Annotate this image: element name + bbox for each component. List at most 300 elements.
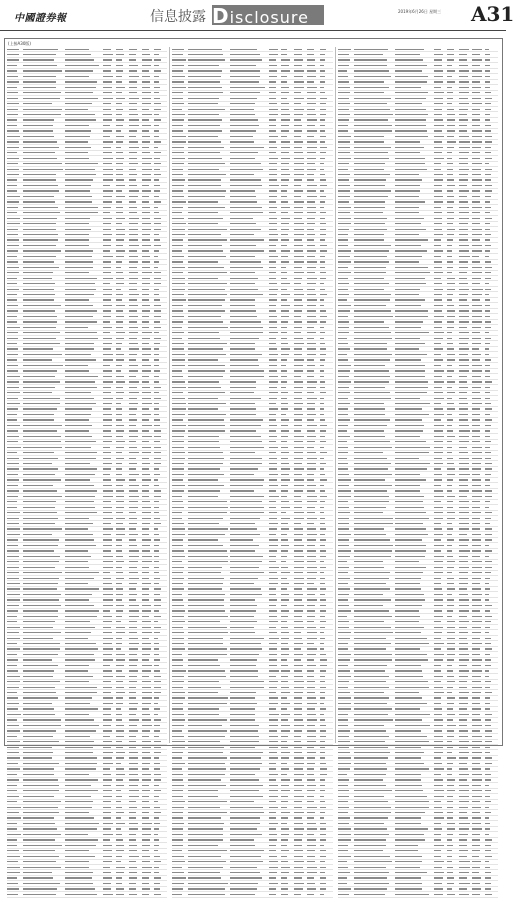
table-cell (188, 604, 230, 607)
table-cell (65, 179, 103, 182)
table-cell (320, 446, 333, 449)
illegible-text-mark (142, 632, 152, 633)
illegible-text-mark (7, 719, 17, 720)
table-cell (23, 151, 65, 154)
illegible-text-mark (142, 179, 151, 180)
table-cell (172, 751, 188, 754)
illegible-text-mark (142, 158, 152, 159)
table-cell (103, 762, 116, 765)
illegible-text-mark (23, 458, 58, 459)
table-cell (230, 713, 268, 716)
illegible-text-mark (129, 501, 138, 502)
illegible-text-mark (65, 534, 94, 535)
illegible-text-mark (129, 419, 138, 420)
illegible-text-mark (7, 567, 19, 568)
table-cell (129, 70, 142, 73)
illegible-text-mark (188, 681, 218, 682)
table-cell (172, 59, 188, 62)
table-cell (7, 473, 23, 476)
table-cell (7, 348, 23, 351)
table-cell (7, 386, 23, 389)
illegible-text-mark (269, 518, 277, 519)
illegible-text-mark (188, 92, 223, 93)
table-cell (320, 680, 333, 683)
table-cell (281, 615, 294, 618)
table-cell (116, 669, 129, 672)
table-cell (103, 375, 116, 378)
table-cell (65, 309, 103, 312)
illegible-text-mark (230, 736, 259, 737)
table-cell (320, 484, 333, 487)
table-cell (294, 517, 307, 520)
table-cell (116, 151, 129, 154)
table-cell (320, 424, 333, 427)
table-cell (269, 331, 282, 334)
illegible-text-mark (154, 763, 160, 764)
table-cell (172, 195, 188, 198)
illegible-text-mark (142, 305, 150, 306)
illegible-text-mark (154, 130, 159, 131)
illegible-text-mark (154, 141, 161, 142)
table-cell (154, 59, 167, 62)
illegible-text-mark (269, 245, 276, 246)
table-cell (188, 566, 230, 569)
table-cell (188, 348, 230, 351)
illegible-text-mark (294, 338, 303, 339)
illegible-text-mark (154, 103, 160, 104)
illegible-text-mark (129, 294, 139, 295)
table-cell (103, 566, 116, 569)
illegible-text-mark (103, 289, 112, 290)
table-cell (269, 162, 282, 165)
illegible-text-mark (116, 539, 122, 540)
illegible-text-mark (142, 856, 150, 857)
table-cell (116, 588, 129, 591)
table-column-middle (172, 47, 335, 743)
illegible-text-mark (188, 343, 227, 344)
illegible-text-mark (65, 65, 99, 66)
illegible-text-mark (294, 479, 304, 480)
table-cell (320, 48, 333, 51)
illegible-text-mark (172, 370, 182, 371)
table-cell (320, 315, 333, 318)
illegible-text-mark (129, 250, 137, 251)
illegible-text-mark (230, 779, 259, 780)
table-cell (154, 348, 167, 351)
table-cell (103, 402, 116, 405)
table-cell (23, 135, 65, 138)
illegible-text-mark (103, 343, 112, 344)
table-cell (188, 380, 230, 383)
illegible-text-mark (281, 654, 289, 655)
illegible-text-mark (281, 398, 287, 399)
table-cell (320, 708, 333, 711)
table-cell (281, 97, 294, 100)
table-cell (294, 408, 307, 411)
illegible-text-mark (103, 681, 111, 682)
illegible-text-mark (116, 468, 122, 469)
table-cell (142, 588, 155, 591)
illegible-text-mark (172, 239, 182, 240)
table-cell (188, 451, 230, 454)
illegible-text-mark (7, 512, 20, 513)
table-cell (116, 637, 129, 640)
illegible-text-mark (230, 103, 255, 104)
illegible-text-mark (103, 179, 113, 180)
illegible-text-mark (281, 599, 288, 600)
illegible-text-mark (142, 92, 151, 93)
illegible-text-mark (116, 267, 121, 268)
illegible-text-mark (307, 49, 315, 50)
illegible-text-mark (307, 81, 314, 82)
table-cell (269, 757, 282, 760)
illegible-text-mark (129, 812, 136, 813)
illegible-text-mark (307, 659, 314, 660)
illegible-text-mark (230, 338, 259, 339)
illegible-text-mark (65, 578, 94, 579)
illegible-text-mark (172, 496, 182, 497)
illegible-text-mark (269, 185, 279, 186)
illegible-text-mark (65, 212, 98, 213)
table-cell (142, 462, 155, 465)
table-cell (129, 391, 142, 394)
illegible-text-mark (230, 621, 257, 622)
table-cell (307, 108, 320, 111)
table-cell (142, 544, 155, 547)
illegible-text-mark (65, 550, 88, 551)
illegible-text-mark (129, 747, 137, 748)
table-cell (7, 664, 23, 667)
illegible-text-mark (154, 627, 161, 628)
illegible-text-mark (188, 550, 227, 551)
table-cell (116, 380, 129, 383)
illegible-text-mark (172, 556, 184, 557)
table-cell (7, 457, 23, 460)
illegible-text-mark (103, 823, 113, 824)
table-cell (129, 462, 142, 465)
table-cell (320, 91, 333, 94)
illegible-text-mark (23, 223, 56, 224)
illegible-text-mark (307, 550, 316, 551)
illegible-text-mark (23, 414, 54, 415)
illegible-text-mark (320, 305, 325, 306)
illegible-text-mark (154, 823, 160, 824)
table-cell (269, 517, 282, 520)
table-cell (188, 680, 230, 683)
table-cell (281, 609, 294, 612)
illegible-text-mark (294, 659, 301, 660)
table-cell (281, 571, 294, 574)
table-cell (307, 789, 320, 792)
illegible-text-mark (307, 752, 316, 753)
illegible-text-mark (230, 610, 256, 611)
illegible-text-mark (7, 741, 20, 742)
illegible-text-mark (172, 49, 184, 50)
illegible-text-mark (129, 779, 139, 780)
table-cell (281, 135, 294, 138)
illegible-text-mark (172, 741, 184, 742)
table-cell (23, 277, 65, 280)
illegible-text-mark (116, 218, 125, 219)
table-cell (269, 429, 282, 432)
table-cell (230, 620, 268, 623)
illegible-text-mark (103, 610, 110, 611)
table-cell (103, 626, 116, 629)
illegible-text-mark (7, 883, 18, 884)
illegible-text-mark (129, 730, 138, 731)
illegible-text-mark (294, 147, 302, 148)
illegible-text-mark (188, 109, 225, 110)
table-cell (65, 669, 103, 672)
table-cell (269, 140, 282, 143)
table-cell (281, 544, 294, 547)
table-cell (281, 206, 294, 209)
table-cell (188, 577, 230, 580)
illegible-text-mark (7, 834, 21, 835)
table-cell (281, 146, 294, 149)
illegible-text-mark (7, 599, 20, 600)
illegible-text-mark (23, 588, 57, 589)
illegible-text-mark (116, 327, 123, 328)
table-cell (320, 544, 333, 547)
illegible-text-mark (116, 343, 122, 344)
table-cell (142, 271, 155, 274)
illegible-text-mark (7, 463, 19, 464)
illegible-text-mark (129, 114, 139, 115)
table-cell (142, 326, 155, 329)
illegible-text-mark (230, 408, 256, 409)
illegible-text-mark (154, 692, 160, 693)
table-cell (269, 735, 282, 738)
table-cell (294, 70, 307, 73)
table-cell (281, 522, 294, 525)
table-cell (294, 555, 307, 558)
illegible-text-mark (307, 54, 314, 55)
table-cell (294, 528, 307, 531)
table-cell (103, 435, 116, 438)
table-cell (307, 615, 320, 618)
table-cell (230, 173, 268, 176)
illegible-text-mark (269, 256, 279, 257)
illegible-text-mark (142, 518, 152, 519)
illegible-text-mark (142, 289, 149, 290)
illegible-text-mark (294, 207, 303, 208)
illegible-text-mark (116, 229, 125, 230)
illegible-text-mark (269, 130, 276, 131)
illegible-text-mark (294, 408, 302, 409)
table-cell (307, 473, 320, 476)
illegible-text-mark (142, 578, 149, 579)
illegible-text-mark (230, 250, 264, 251)
illegible-text-mark (103, 796, 112, 797)
table-cell (116, 762, 129, 765)
illegible-text-mark (129, 839, 137, 840)
illegible-text-mark (172, 348, 184, 349)
table-cell (129, 871, 142, 874)
table-cell (23, 844, 65, 847)
illegible-text-mark (294, 381, 303, 382)
table-cell (129, 228, 142, 231)
table-cell (269, 626, 282, 629)
table-cell (23, 124, 65, 127)
illegible-text-mark (65, 403, 96, 404)
table-cell (294, 228, 307, 231)
table-cell (230, 200, 268, 203)
illegible-text-mark (269, 365, 278, 366)
illegible-text-mark (116, 676, 125, 677)
table-cell (23, 348, 65, 351)
table-cell (320, 402, 333, 405)
illegible-text-mark (281, 239, 289, 240)
illegible-text-mark (172, 376, 182, 377)
table-cell (103, 615, 116, 618)
illegible-text-mark (172, 327, 182, 328)
table-cell (172, 669, 188, 672)
illegible-text-mark (7, 348, 18, 349)
table-cell (129, 190, 142, 193)
illegible-text-mark (320, 381, 325, 382)
illegible-text-mark (129, 185, 138, 186)
table-cell (116, 658, 129, 661)
illegible-text-mark (65, 147, 91, 148)
illegible-text-mark (230, 714, 255, 715)
table-cell (230, 457, 268, 460)
table-cell (188, 304, 230, 307)
illegible-text-mark (188, 490, 220, 491)
illegible-text-mark (65, 736, 90, 737)
table-cell (7, 653, 23, 656)
illegible-text-mark (230, 403, 255, 404)
table-cell (320, 255, 333, 258)
illegible-text-mark (23, 872, 52, 873)
table-cell (172, 544, 188, 547)
illegible-text-mark (103, 468, 111, 469)
table-cell (103, 206, 116, 209)
table-cell (294, 489, 307, 492)
table-cell (7, 331, 23, 334)
table-cell (7, 669, 23, 672)
illegible-text-mark (269, 370, 277, 371)
illegible-text-mark (320, 627, 325, 628)
table-cell (65, 528, 103, 531)
table-cell (116, 168, 129, 171)
table-cell (7, 773, 23, 776)
illegible-text-mark (65, 872, 93, 873)
table-cell (294, 135, 307, 138)
illegible-text-mark (142, 812, 149, 813)
table-cell (230, 80, 268, 83)
illegible-text-mark (281, 496, 287, 497)
table-cell (65, 877, 103, 880)
table-cell (116, 331, 129, 334)
illegible-text-mark (129, 572, 138, 573)
table-cell (7, 440, 23, 443)
illegible-text-mark (7, 425, 20, 426)
table-cell (129, 249, 142, 252)
table-cell (281, 162, 294, 165)
table-cell (172, 190, 188, 193)
illegible-text-mark (320, 321, 326, 322)
table-cell (142, 560, 155, 563)
illegible-text-mark (281, 305, 289, 306)
illegible-text-mark (154, 801, 158, 802)
table-cell (172, 326, 188, 329)
table-cell (65, 762, 103, 765)
illegible-text-mark (7, 528, 20, 529)
illegible-text-mark (23, 452, 54, 453)
illegible-text-mark (154, 474, 159, 475)
table-cell (320, 375, 333, 378)
table-cell (269, 582, 282, 585)
table-cell (23, 539, 65, 542)
illegible-text-mark (269, 316, 277, 317)
illegible-text-mark (230, 572, 264, 573)
illegible-text-mark (65, 348, 94, 349)
table-cell (294, 326, 307, 329)
table-cell (7, 604, 23, 607)
illegible-text-mark (307, 125, 315, 126)
illegible-text-mark (320, 621, 326, 622)
section-title-english (212, 4, 309, 28)
table-cell (103, 697, 116, 700)
illegible-text-mark (103, 632, 112, 633)
illegible-text-mark (23, 316, 57, 317)
illegible-text-mark (188, 392, 225, 393)
table-cell (116, 642, 129, 645)
illegible-text-mark (269, 697, 279, 698)
table-cell (142, 555, 155, 558)
table-cell (269, 157, 282, 160)
illegible-text-mark (103, 381, 113, 382)
illegible-text-mark (7, 294, 17, 295)
table-cell (307, 113, 320, 116)
table-cell (7, 484, 23, 487)
illegible-text-mark (294, 261, 304, 262)
table-cell (142, 446, 155, 449)
table-cell (23, 91, 65, 94)
table-cell (294, 146, 307, 149)
table-cell (142, 838, 155, 841)
table-cell (23, 97, 65, 100)
illegible-text-mark (269, 125, 277, 126)
table-cell (230, 75, 268, 78)
illegible-text-mark (65, 599, 90, 600)
illegible-text-mark (103, 512, 111, 513)
illegible-text-mark (65, 381, 95, 382)
illegible-text-mark (7, 196, 20, 197)
illegible-text-mark (129, 354, 137, 355)
table-cell (154, 724, 167, 727)
table-cell (269, 544, 282, 547)
illegible-text-mark (103, 59, 112, 60)
table-cell (281, 315, 294, 318)
table-cell (188, 751, 230, 754)
table-cell (154, 828, 167, 831)
illegible-text-mark (281, 392, 288, 393)
illegible-text-mark (188, 87, 222, 88)
table-cell (23, 866, 65, 869)
table-cell (7, 877, 23, 880)
illegible-text-mark (188, 267, 224, 268)
table-cell (307, 309, 320, 312)
illegible-text-mark (307, 763, 315, 764)
illegible-text-mark (154, 687, 160, 688)
illegible-text-mark (142, 87, 150, 88)
table-cell (116, 560, 129, 563)
table-cell (65, 337, 103, 340)
table-cell (307, 97, 320, 100)
table-cell (7, 119, 23, 122)
